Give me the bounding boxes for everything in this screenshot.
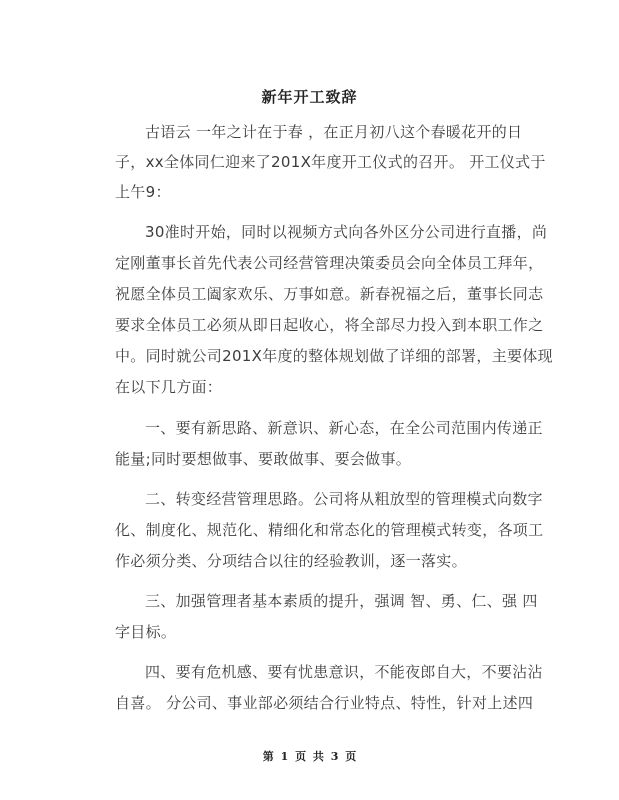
paragraph-line: 化、制度化、规范化、精细化和常态化的管理模式转变，各项工 — [115, 521, 544, 539]
paragraph-line: 上午9： — [115, 183, 171, 201]
paragraph-line: 要求全体员工必须从即日起收心，将全部尽力投入到本职工作之 — [115, 316, 544, 334]
paragraph-line: 古语云 一年之计在于春 ，在正月初八这个春暖花开的日 — [145, 123, 523, 141]
document-title: 新年开工致辞 — [261, 88, 358, 106]
paragraph-line: 四、要有危机感、要有忧患意识，不能夜郎自大，不要沾沾 — [145, 663, 543, 681]
paragraph-line: 作必须分类、分项结合以往的经验教训，逐一落实。 — [115, 552, 467, 570]
paragraph-line: 自喜。 分公司、事业部必须结合行业特点、特性，针对上述四 — [115, 694, 534, 712]
paragraph-line: 祝愿全体员工阖家欢乐、万事如意。新春祝福之后，董事长同志 — [115, 285, 544, 303]
paragraph-line: 中。同时就公司201X年度的整体规划做了详细的部署，主要体现 — [115, 347, 553, 365]
paragraph-line: 定刚董事长首先代表公司经营管理决策委员会向全体员工拜年， — [115, 254, 544, 272]
paragraph-line: 二、转变经营管理思路。公司将从粗放型的管理模式向数字 — [145, 490, 543, 508]
page-number-indicator: 第 1 页 共 3 页 — [262, 750, 357, 763]
paragraph-line: 一、要有新思路、新意识、新心态，在全公司范围内传递正 — [145, 419, 543, 437]
paragraph-line: 三、加强管理者基本素质的提升，强调 智、勇、仁、强 四 — [145, 592, 538, 610]
paragraph-line: 能量;同时要想做事、要敢做事、要会做事。 — [115, 450, 412, 468]
paragraph-line: 子，xx全体同仁迎来了201X年度开工仪式的召开。 开工仪式于 — [115, 153, 546, 171]
paragraph-line: 字目标。 — [115, 623, 177, 641]
paragraph-line: 在以下几方面： — [115, 378, 223, 396]
paragraph-line: 30准时开始，同时以视频方式向各外区分公司进行直播，尚 — [145, 223, 548, 241]
